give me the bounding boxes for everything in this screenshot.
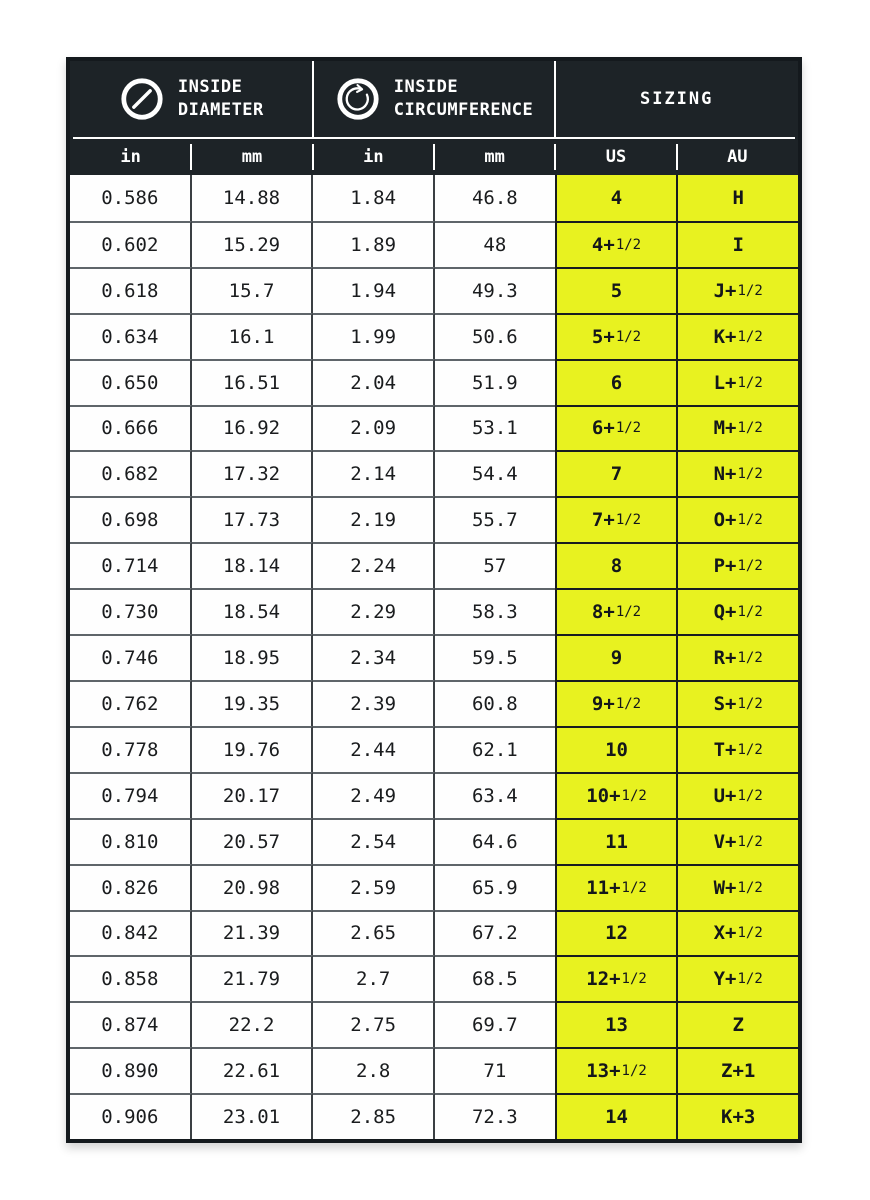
diameter-in-cell: 0.682 bbox=[70, 450, 192, 496]
table-row bbox=[70, 726, 798, 772]
diameter-in-cell: 0.634 bbox=[70, 313, 192, 359]
diameter-mm-cell: 21.79 bbox=[192, 955, 314, 1001]
diameter-in-cell: 0.714 bbox=[70, 542, 192, 588]
au-size-cell: L+ 1/2 bbox=[676, 359, 798, 405]
au-size-cell: K+3 bbox=[676, 1093, 798, 1139]
table-row bbox=[70, 313, 798, 359]
au-size-cell: P+ 1/2 bbox=[676, 542, 798, 588]
us-size-cell: 4 bbox=[555, 175, 677, 221]
table-row bbox=[70, 221, 798, 267]
diameter-mm-cell: 19.35 bbox=[192, 680, 314, 726]
diameter-mm-cell: 18.54 bbox=[192, 588, 314, 634]
unit-header-row bbox=[70, 139, 798, 175]
au-size-cell: O+ 1/2 bbox=[676, 496, 798, 542]
circumference-mm-cell: 60.8 bbox=[435, 680, 555, 726]
au-size-cell: T+ 1/2 bbox=[676, 726, 798, 772]
circumference-in-cell: 2.24 bbox=[313, 542, 435, 588]
circumference-mm-cell: 55.7 bbox=[435, 496, 555, 542]
circumference-in-cell: 2.09 bbox=[313, 405, 435, 451]
diameter-in-cell: 0.906 bbox=[70, 1093, 192, 1139]
us-size-cell: 11+ 1/2 bbox=[555, 864, 677, 910]
diameter-in-cell: 0.794 bbox=[70, 772, 192, 818]
diameter-mm-cell: 23.01 bbox=[192, 1093, 314, 1139]
diameter-in-cell: 0.618 bbox=[70, 267, 192, 313]
diameter-in-cell: 0.730 bbox=[70, 588, 192, 634]
diameter-mm-cell: 19.76 bbox=[192, 726, 314, 772]
us-size-cell: 8 bbox=[555, 542, 677, 588]
unit-header-diameter-mm: mm bbox=[191, 139, 312, 175]
us-size-cell: 9 bbox=[555, 634, 677, 680]
circumference-in-cell: 2.8 bbox=[313, 1047, 435, 1093]
circumference-mm-cell: 69.7 bbox=[435, 1001, 555, 1047]
diameter-mm-cell: 22.2 bbox=[192, 1001, 314, 1047]
us-size-cell: 8+ 1/2 bbox=[555, 588, 677, 634]
diameter-in-cell: 0.890 bbox=[70, 1047, 192, 1093]
diameter-mm-cell: 14.88 bbox=[192, 175, 314, 221]
table-header bbox=[70, 61, 798, 175]
circumference-in-cell: 2.75 bbox=[313, 1001, 435, 1047]
diameter-in-cell: 0.746 bbox=[70, 634, 192, 680]
diameter-mm-cell: 16.92 bbox=[192, 405, 314, 451]
diameter-icon bbox=[119, 76, 165, 122]
au-size-cell: N+ 1/2 bbox=[676, 450, 798, 496]
us-size-cell: 14 bbox=[555, 1093, 677, 1139]
us-size-cell: 11 bbox=[555, 818, 677, 864]
table-row bbox=[70, 910, 798, 956]
circumference-mm-cell: 65.9 bbox=[435, 864, 555, 910]
circumference-in-cell: 1.99 bbox=[313, 313, 435, 359]
diameter-in-cell: 0.698 bbox=[70, 496, 192, 542]
au-size-cell: I bbox=[676, 221, 798, 267]
diameter-mm-cell: 20.57 bbox=[192, 818, 314, 864]
us-size-cell: 6 bbox=[555, 359, 677, 405]
au-size-cell: J+ 1/2 bbox=[676, 267, 798, 313]
circumference-in-cell: 2.7 bbox=[313, 955, 435, 1001]
au-size-cell: W+ 1/2 bbox=[676, 864, 798, 910]
circumference-mm-cell: 49.3 bbox=[435, 267, 555, 313]
au-size-cell: V+ 1/2 bbox=[676, 818, 798, 864]
diameter-mm-cell: 17.32 bbox=[192, 450, 314, 496]
circumference-in-cell: 2.14 bbox=[313, 450, 435, 496]
diameter-in-cell: 0.586 bbox=[70, 175, 192, 221]
table-row bbox=[70, 818, 798, 864]
circumference-mm-cell: 67.2 bbox=[435, 910, 555, 956]
diameter-mm-cell: 15.29 bbox=[192, 221, 314, 267]
circumference-in-cell: 2.44 bbox=[313, 726, 435, 772]
us-size-cell: 6+ 1/2 bbox=[555, 405, 677, 451]
table-row bbox=[70, 359, 798, 405]
circumference-mm-cell: 71 bbox=[435, 1047, 555, 1093]
au-size-cell: X+ 1/2 bbox=[676, 910, 798, 956]
circumference-mm-cell: 63.4 bbox=[435, 772, 555, 818]
us-size-cell: 7+ 1/2 bbox=[555, 496, 677, 542]
circumference-in-cell: 2.39 bbox=[313, 680, 435, 726]
au-size-cell: H bbox=[676, 175, 798, 221]
circumference-icon bbox=[335, 76, 381, 122]
circumference-in-cell: 2.85 bbox=[313, 1093, 435, 1139]
diameter-in-cell: 0.602 bbox=[70, 221, 192, 267]
table-row bbox=[70, 496, 798, 542]
circumference-in-cell: 1.89 bbox=[313, 221, 435, 267]
us-size-cell: 5+ 1/2 bbox=[555, 313, 677, 359]
au-size-cell: R+ 1/2 bbox=[676, 634, 798, 680]
au-size-cell: U+ 1/2 bbox=[676, 772, 798, 818]
unit-header-us: US bbox=[555, 139, 676, 175]
us-size-cell: 4+ 1/2 bbox=[555, 221, 677, 267]
diameter-mm-cell: 20.98 bbox=[192, 864, 314, 910]
circumference-mm-cell: 57 bbox=[435, 542, 555, 588]
diameter-in-cell: 0.778 bbox=[70, 726, 192, 772]
header-label-line: INSIDE bbox=[393, 77, 459, 98]
circumference-in-cell: 2.54 bbox=[313, 818, 435, 864]
table-row bbox=[70, 772, 798, 818]
header-label-line: INSIDE bbox=[177, 77, 243, 98]
diameter-mm-cell: 17.73 bbox=[192, 496, 314, 542]
ring-size-chart bbox=[66, 57, 802, 1143]
us-size-cell: 9+ 1/2 bbox=[555, 680, 677, 726]
circumference-in-cell: 2.34 bbox=[313, 634, 435, 680]
diameter-mm-cell: 18.95 bbox=[192, 634, 314, 680]
header-groups bbox=[70, 61, 798, 137]
us-size-cell: 10+ 1/2 bbox=[555, 772, 677, 818]
diameter-mm-cell: 21.39 bbox=[192, 910, 314, 956]
table-row bbox=[70, 175, 798, 221]
diameter-mm-cell: 22.61 bbox=[192, 1047, 314, 1093]
table-row bbox=[70, 588, 798, 634]
circumference-mm-cell: 62.1 bbox=[435, 726, 555, 772]
table-row bbox=[70, 450, 798, 496]
table-row bbox=[70, 634, 798, 680]
table-row bbox=[70, 405, 798, 451]
diameter-in-cell: 0.762 bbox=[70, 680, 192, 726]
circumference-mm-cell: 46.8 bbox=[435, 175, 555, 221]
us-size-cell: 12 bbox=[555, 910, 677, 956]
us-size-cell: 13+ 1/2 bbox=[555, 1047, 677, 1093]
circumference-mm-cell: 50.6 bbox=[435, 313, 555, 359]
circumference-mm-cell: 59.5 bbox=[435, 634, 555, 680]
diameter-mm-cell: 18.14 bbox=[192, 542, 314, 588]
header-group-label bbox=[178, 76, 264, 122]
header-group-label: SIZING bbox=[639, 89, 714, 109]
diameter-mm-cell: 20.17 bbox=[192, 772, 314, 818]
circumference-in-cell: 2.49 bbox=[313, 772, 435, 818]
diameter-in-cell: 0.650 bbox=[70, 359, 192, 405]
au-size-cell: Q+ 1/2 bbox=[676, 588, 798, 634]
au-size-cell: Z+1 bbox=[676, 1047, 798, 1093]
header-group-label bbox=[394, 76, 534, 122]
au-size-cell: M+ 1/2 bbox=[676, 405, 798, 451]
circumference-in-cell: 1.94 bbox=[313, 267, 435, 313]
au-size-cell: Z bbox=[676, 1001, 798, 1047]
au-size-cell: Y+ 1/2 bbox=[676, 955, 798, 1001]
unit-header-circumference-mm: mm bbox=[434, 139, 555, 175]
table-row bbox=[70, 864, 798, 910]
circumference-in-cell: 2.65 bbox=[313, 910, 435, 956]
diameter-in-cell: 0.874 bbox=[70, 1001, 192, 1047]
us-size-cell: 10 bbox=[555, 726, 677, 772]
circumference-mm-cell: 72.3 bbox=[435, 1093, 555, 1139]
diameter-in-cell: 0.826 bbox=[70, 864, 192, 910]
circumference-in-cell: 2.19 bbox=[313, 496, 435, 542]
table-row bbox=[70, 1047, 798, 1093]
au-size-cell: K+ 1/2 bbox=[676, 313, 798, 359]
unit-header-diameter-in: in bbox=[70, 139, 191, 175]
circumference-mm-cell: 58.3 bbox=[435, 588, 555, 634]
diameter-in-cell: 0.858 bbox=[70, 955, 192, 1001]
table-body bbox=[70, 175, 798, 1139]
diameter-in-cell: 0.810 bbox=[70, 818, 192, 864]
circumference-mm-cell: 68.5 bbox=[435, 955, 555, 1001]
table-row bbox=[70, 267, 798, 313]
diameter-in-cell: 0.842 bbox=[70, 910, 192, 956]
header-group-inside-diameter bbox=[70, 61, 313, 137]
diameter-mm-cell: 16.51 bbox=[192, 359, 314, 405]
circumference-in-cell: 2.29 bbox=[313, 588, 435, 634]
circumference-mm-cell: 51.9 bbox=[435, 359, 555, 405]
diameter-mm-cell: 15.7 bbox=[192, 267, 314, 313]
circumference-in-cell: 1.84 bbox=[313, 175, 435, 221]
unit-header-au: AU bbox=[727, 147, 748, 167]
table-row bbox=[70, 955, 798, 1001]
table-row bbox=[70, 680, 798, 726]
header-label-line: CIRCUMFERENCE bbox=[393, 100, 534, 120]
diameter-mm-cell: 16.1 bbox=[192, 313, 314, 359]
circumference-in-cell: 2.59 bbox=[313, 864, 435, 910]
circumference-in-cell: 2.04 bbox=[313, 359, 435, 405]
us-size-cell: 5 bbox=[555, 267, 677, 313]
table-row bbox=[70, 1093, 798, 1139]
circumference-mm-cell: 64.6 bbox=[435, 818, 555, 864]
table-row bbox=[70, 1001, 798, 1047]
us-size-cell: 13 bbox=[555, 1001, 677, 1047]
table-row bbox=[70, 542, 798, 588]
unit-header-circumference-in: in bbox=[313, 139, 434, 175]
circumference-mm-cell: 54.4 bbox=[435, 450, 555, 496]
circumference-mm-cell: 53.1 bbox=[435, 405, 555, 451]
header-group-sizing bbox=[555, 61, 798, 137]
au-size-cell: S+ 1/2 bbox=[676, 680, 798, 726]
header-label-line: DIAMETER bbox=[177, 100, 264, 120]
diameter-in-cell: 0.666 bbox=[70, 405, 192, 451]
us-size-cell: 7 bbox=[555, 450, 677, 496]
circumference-mm-cell: 48 bbox=[435, 221, 555, 267]
us-size-cell: 12+ 1/2 bbox=[555, 955, 677, 1001]
header-group-inside-circumference bbox=[313, 61, 556, 137]
